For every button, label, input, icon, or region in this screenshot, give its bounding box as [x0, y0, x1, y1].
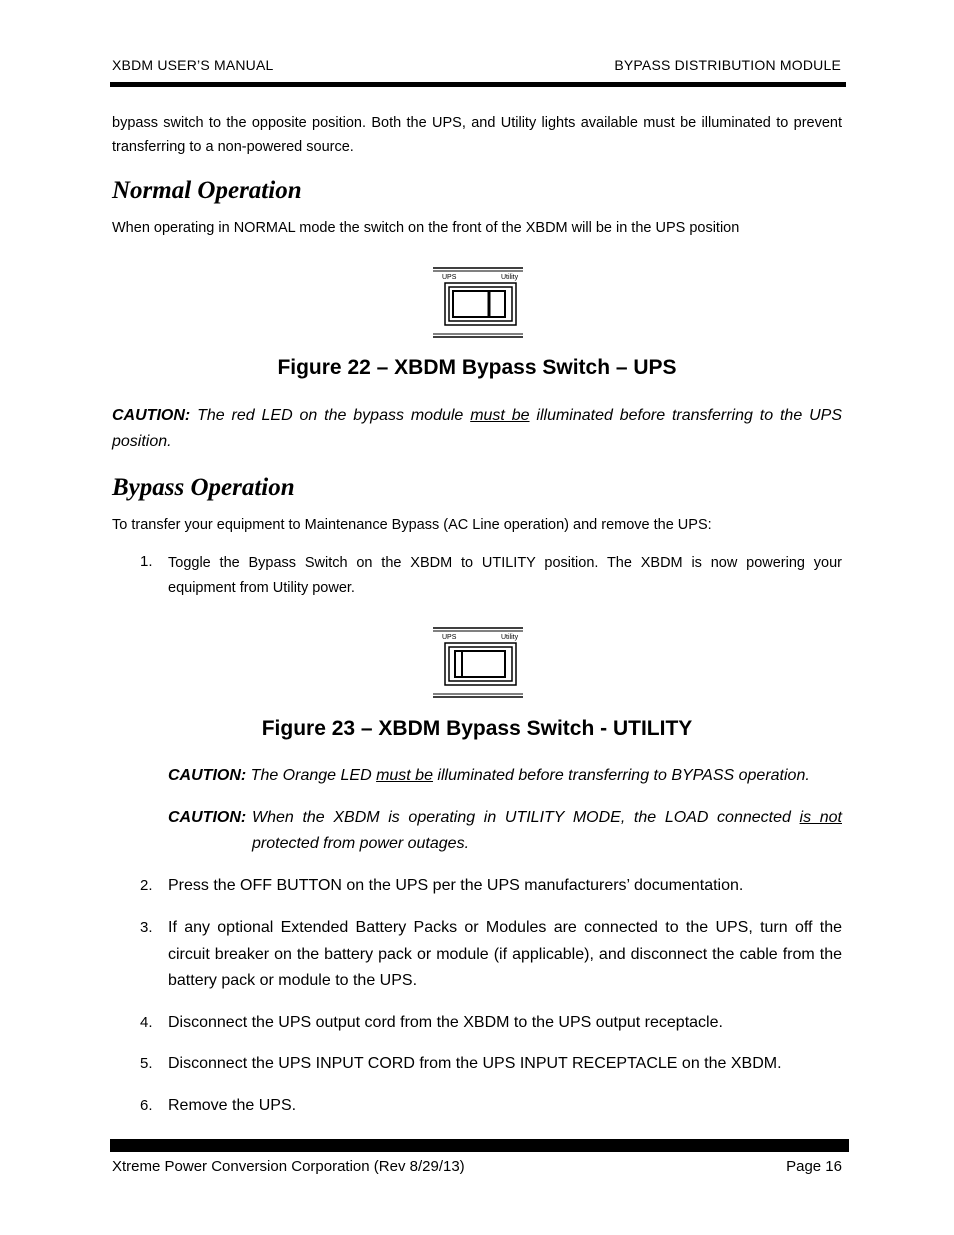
step-6-text: Remove the UPS.: [168, 1097, 297, 1114]
caution-text-post: protected from power outages.: [252, 835, 470, 852]
caution-emphasis: must be: [376, 767, 433, 784]
caution-red-led: [112, 403, 842, 455]
caution-text-pre: When the XBDM is operating in UTILITY MODE, the LOAD connected: [252, 809, 800, 826]
figure22-label-utility: Utility: [501, 274, 519, 281]
header-title: XBDM USER’S MANUAL: [112, 57, 274, 73]
caution-label: CAUTION:: [168, 809, 247, 826]
caution-text-post: illuminated before transferring to the UPS position.: [112, 407, 842, 450]
step-1-number: 1.: [140, 553, 153, 570]
step-6-number: 6.: [140, 1097, 153, 1114]
caution-text-pre: The Orange LED: [246, 767, 377, 784]
step-2-text: Press the OFF BUTTON on the UPS per the UPS manufacturers’ documentation.: [168, 877, 744, 894]
step-1-text: Toggle the Bypass Switch on the XBDM to UTILITY position. The XBDM is now powering your equipment from Utility power.: [168, 555, 842, 596]
figure22-label-ups: UPS: [442, 274, 457, 281]
caution-utility-mode-label-wrap: [168, 805, 246, 831]
step-4-number: 4.: [140, 1014, 153, 1031]
step-4-text: Disconnect the UPS output cord from the XBDM to the UPS output receptacle.: [168, 1014, 723, 1031]
step-3-text: If any optional Extended Battery Packs or Modules are connected to the UPS, turn off the circuit breaker on the battery pack or module (if applicable), and disconnect the cable from the battery pack or module to the UPS.: [168, 919, 842, 989]
figure-22-caption: Figure 22 – XBDM Bypass Switch – UPS: [277, 356, 677, 379]
heading-bypass-operation: Bypass Operation: [112, 474, 295, 501]
caution-text-pre: The red LED on the bypass module: [190, 407, 471, 424]
header-rule: [110, 82, 846, 87]
figure-23-caption: Figure 23 – XBDM Bypass Switch - UTILITY: [261, 717, 693, 740]
intro-paragraph: bypass switch to the opposite position. Both the UPS, and Utility lights available must be illuminated to prevent transferring to a non-powered source.: [112, 115, 842, 155]
caution-text-post: illuminated before transferring to BYPASS operation.: [432, 767, 810, 784]
footer-rule: [110, 1139, 849, 1152]
normal-operation-text: When operating in NORMAL mode the switch on the front of the XBDM will be in the UPS position: [112, 220, 740, 236]
header-section: BYPASS DISTRIBUTION MODULE: [614, 57, 841, 73]
step-3-number: 3.: [140, 919, 153, 936]
step-5-number: 5.: [140, 1055, 153, 1072]
step-5-text: Disconnect the UPS INPUT CORD from the UPS INPUT RECEPTACLE on the XBDM.: [168, 1055, 782, 1072]
footer-page-number: Page 16: [786, 1158, 842, 1175]
caution-orange-led: [168, 763, 842, 789]
caution-utility-mode: [252, 805, 842, 857]
figure23-label-ups: UPS: [442, 634, 457, 641]
bypass-operation-text: To transfer your equipment to Maintenance Bypass (AC Line operation) and remove the UPS:: [112, 517, 712, 533]
caution-label: CAUTION:: [168, 767, 247, 784]
bypass-switch-utility-figure: [432, 626, 524, 700]
heading-normal-operation: Normal Operation: [112, 177, 302, 204]
step-2-number: 2.: [140, 877, 153, 894]
footer-company: Xtreme Power Conversion Corporation (Rev 8/29/13): [112, 1158, 465, 1175]
caution-emphasis: is not: [799, 809, 842, 826]
caution-emphasis: must be: [470, 407, 530, 424]
figure23-label-utility: Utility: [501, 634, 519, 641]
caution-label: CAUTION:: [112, 407, 191, 424]
bypass-switch-ups-figure: [432, 266, 524, 340]
